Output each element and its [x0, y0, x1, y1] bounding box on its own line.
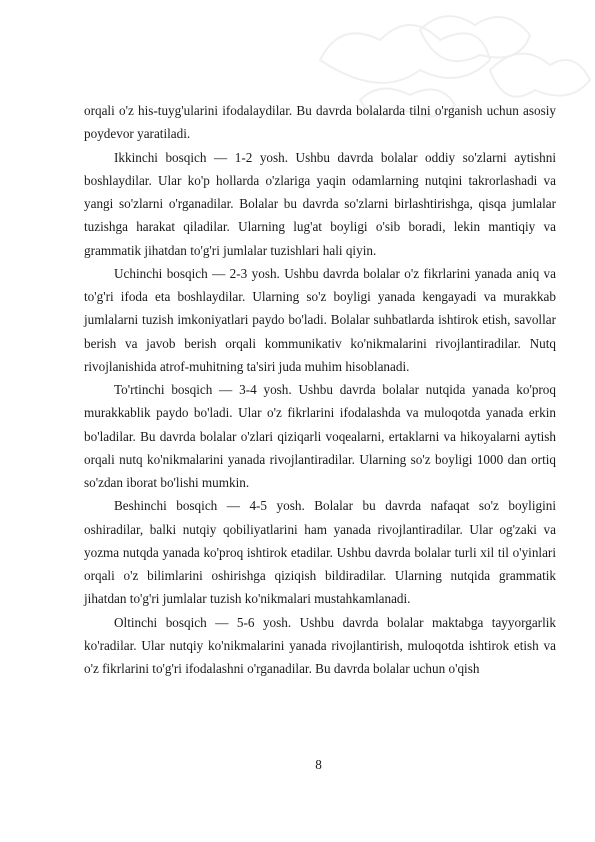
document-body [84, 99, 556, 680]
page-number: 8 [315, 757, 322, 772]
paragraph-4: To'rtinchi bosqich — 3-4 yosh. Ushbu davrda bolalar nutqida yanada ko'proq murakkablik paydo bo'ladi. Ular o'z fikrlarini ifodalashda va muloqotda yanada erkin bo'ladilar. Bu davrda bolalar o'zlari qiziqarli voqealarni, ertaklarni va hikoyalarni aytish orqali nutq ko'nikmalarini yanada rivojlantiradilar. Ularning so'z boyligi 1000 dan ortiq so'zdan iborat bo'lishi mumkin. [84, 382, 556, 490]
paragraph-1: orqali o'z his-tuyg'ularini ifodalaydilar. Bu davrda bolalarda tilni o'rganish uchun asosiy poydevor yaratiladi. [84, 103, 556, 142]
paragraph-2: Ikkinchi bosqich — 1-2 yosh. Ushbu davrda bolalar oddiy so'zlarni aytishni boshlaydilar. Ular ko'p hollarda o'zlariga yaqin odamlarning nutqini takrorlashadi va yangi so'zlarni o'rganadilar. Bolalar bu davrda so'zlarni birlashtirishga, qisqa jumlalar tuzishga harakat qiladilar. Ularning lug'at boyligi o'sib boradi, lekin mantiqiy va grammatik jihatdan to'g'ri jumlalar tuzishlari hali qiyin. [84, 149, 556, 258]
paragraph-6: Oltinchi bosqich — 5-6 yosh. Ushbu davrda bolalar maktabga tayyorgarlik ko'radilar. Ular nutqiy ko'nikmalarini yanada rivojlantirish, muloqotda ishtirok etish va o'z fikrlarini to'g'ri ifodalashni o'rganadilar. Bu davrda bolalar uchun o'qish [84, 614, 556, 676]
paragraph-3: Uchinchi bosqich — 2-3 yosh. Ushbu davrda bolalar o'z fikrlarini yanada aniq va to'g'ri ifoda eta boshlaydilar. Ularning so'z boyligi yanada kengayadi va murakkab jumlalarni tuzish imkoniyatlari paydo bo'ladi. Bolalar suhbatlarda ishtirok etish, savollar berish va javob berish orqali kommunikativ ko'nikmalarini rivojlantiradilar. Nutq rivojlanishida atrof-muhitning ta'siri juda muhim hisoblanadi. [84, 265, 556, 374]
paragraph-5: Beshinchi bosqich — 4-5 yosh. Bolalar bu davrda nafaqat so'z boyligini oshiradilar, balki nutqiy qobiliyatlarini ham yanada rivojlantiradilar. Ular og'zaki va yozma nutqda yanada ko'proq ishtirok etadilar. Ushbu davrda bolalar turli xil til o'yinlari orqali o'z bilimlarini oshirishga qiziqish bildiradilar. Ularning nutqida grammatik jihatdan to'g'ri jumlalar tuzish ko'nikmalari mustahkamlanadi. [84, 498, 556, 607]
